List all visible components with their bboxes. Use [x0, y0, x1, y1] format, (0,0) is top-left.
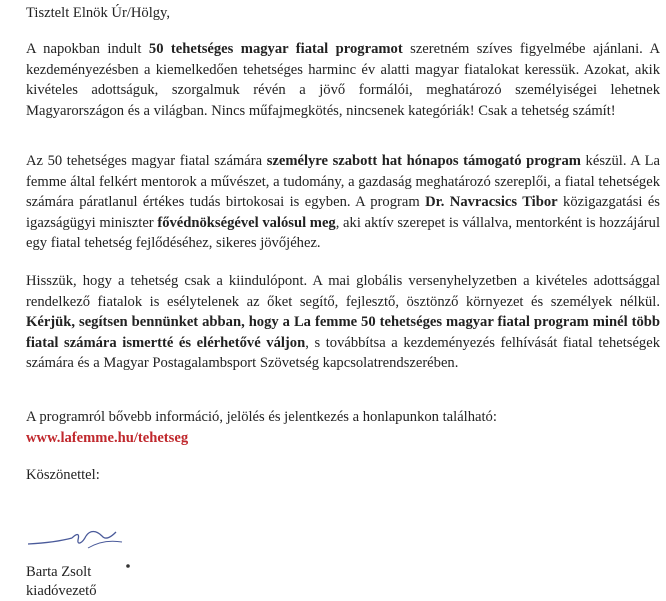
text: , s továbbítsa a kezdeményezés felhívását fiatal tehetségek számára és a Magyar Postagalambsport Szövetség kapcsolatrendszerében.: [26, 334, 660, 371]
paragraph-program: [26, 151, 660, 254]
patron-name-bold: Dr. Navracsics Tibor: [425, 194, 558, 210]
text: szeretném szíves figyelmébe ajánlani. A kezdeményezésben a kiemelkedően tehetséges harminc év alatti magyar fiatalokat keressük. Azokat, akik kivételes adottságuk, szorgalmuk révén a jövő formálói, meghatározó személyiségei lehetnek Magyarországon és a világban. Nincs műfajmegkötés, nincsenek kategóriák! Csak a tehetség számít!: [26, 41, 660, 119]
text: Hisszük, hogy a tehetség csak a kiindulópont. A mai globális versenyhelyzetben a kivételes adottsággal rendelkező fiatalok is esélytelenek az őket segítő, fejlesztő, ösztönző környezet és személyek nélkül.: [26, 273, 660, 310]
text: A napokban indult: [26, 41, 149, 57]
signer-name: Barta Zsolt: [26, 564, 92, 580]
signer-block: [26, 563, 660, 601]
text: készül. A La femme által felkért mentorok a művészet, a tudomány, a gazdaság meghatározó szereplői, a fiatal tehetségek számára páratlanul értékes tudás birtokosai is egyben. A program: [26, 153, 660, 210]
program-name-bold: 50 tehetséges magyar fiatal programot: [148, 41, 403, 57]
text: A programról bővebb információ, jelölés és jelentkezés a honlapunkon található:: [26, 409, 497, 425]
closing: Köszönettel:: [26, 467, 100, 483]
text: , aki aktív szerepet is vállalva, mentorként is hozzájárul egy fiatal tehetség fejlődéséhez, sikeres jövőjéhez.: [26, 214, 661, 251]
text: közigazgatási és igazságügyi miniszter: [26, 194, 660, 231]
paragraph-request: [26, 271, 660, 374]
signer-title: kiadóvezető: [26, 583, 97, 599]
text: Az 50 tehetséges magyar fiatal számára: [26, 153, 267, 169]
patronage-bold: fővédnökségével valósul meg: [157, 214, 336, 231]
paragraph-info: [26, 407, 660, 448]
salutation: Tisztelt Elnök Úr/Hölgy,: [26, 5, 171, 21]
paragraph-intro: [26, 39, 660, 121]
program-duration-bold: személyre szabott hat hónapos támogató program: [266, 153, 581, 169]
website-link[interactable]: www.lafemme.hu/tehetseg: [26, 429, 189, 446]
request-bold: Kérjük, segítsen bennünket abban, hogy a La femme 50 tehetséges magyar fiatal program minél több fiatal számára ismertté és elérhetővé váljon: [26, 314, 660, 351]
